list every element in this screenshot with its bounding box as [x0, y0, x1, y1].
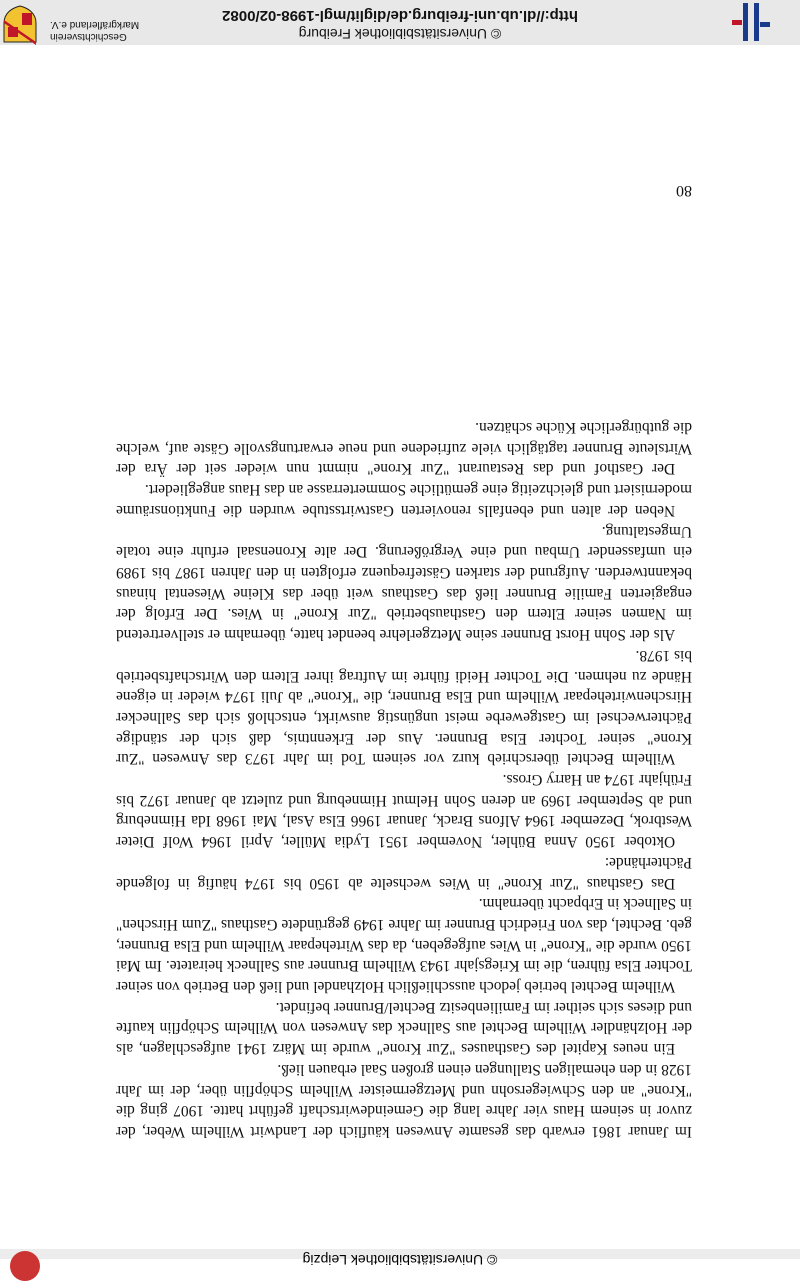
paragraph: Das Gasthaus "Zur Krone" in Wies wechselte ab 1950 bis 1974 häufig in folgende Pächterhände: [116, 853, 692, 892]
paragraph: Oktober 1950 Anna Bühler, November 1951 Lydia Müller, April 1964 Wolf Dieter Westbrok, Dezember 1964 Alfons Brack, Januar 1966 Elsa Asal, Mai 1968 Ida Himneburg und ab September 1969 an deren Sohn Helmut Himneburg und zuletzt ab Januar 1972 bis Frühjahr 1974 an Harry Gross. [116, 771, 692, 851]
society-name-line2: Markgräflerland e.V. [50, 19, 140, 30]
paragraph: Wilhelm Bechtel betrieb jedoch ausschließlich Holzhandel und ließ den Betrieb von seiner Tochter Elsa führen, die im Kriegsjahr 1943 Wilhelm Brunner aus Sallneck heiratete. Im Mai 1950 wurde die "Krone" in Wies aufgegeben, da das Wirtehepaar Wilhelm und Elsa Brunner, geb. Bechtel, das von Friedrich Brunner im Jahre 1949 gegründete Gasthaus "Zum Hirschen" in Sallneck in Erbpacht übernahm. [116, 895, 692, 996]
paragraph: Wilhelm Bechtel überschrieb kurz vor seinem Tod im Jahr 1973 das Anwesen "Zur Krone" seiner Tochter Elsa Brunner. Aus der Erkenntnis, daß sich der ständige Pächterwechsel im Gastgewerbe meist ungünstig auswirkt, entschloß sich das Sallnecker Hirschenwirtehepaar Wilhelm und Elsa Brunner, die "Krone" ab Juli 1974 wieder in eigene Hände zu nehmen. Die Tochter Heidi führte im Auftrag ihrer Eltern den Wirtschaftsbetrieb bis 1978. [116, 646, 692, 768]
adjacent-copyright: © Universitätsbibliothek Leipzig [302, 1252, 498, 1268]
paragraph: Neben der alten und ebenfalls renovierten Gastwirtsstube wurden die Funktionsräume modernisiert und gleichzeitig eine gemütliche Sommerterrasse an das Haus angegliedert. [116, 481, 692, 519]
society-name-line1: Geschichtsverein [50, 31, 127, 42]
page-number: 80 [676, 182, 692, 199]
paragraph: Ein neues Kapitel des Gasthauses "Zur Krone" wurde im März 1941 aufgeschlagen, als der Holzhändler Wilhelm Bechtel aus Sallneck das Anwesen von Wilhelm Schöpflin kaufte und dieses sich seither im Familienbesitz Bechtel/Brunner befindet. [116, 998, 692, 1058]
society-crest-icon [0, 5, 40, 45]
society-name [50, 18, 139, 42]
paragraph: Im Januar 1861 erwarb das gesamte Anwesen käuflich der Landwirt Wilhelm Weber, der zuvor in seinem Haus vier Jahre lang die Gemeindewirtschaft geführt hatte. 1907 ging die "Krone" an den Schwiegersohn und Metzgermeister Wilhelm Schöpflin über, der im Jahr 1928 in den ehemaligen Stallungen einen großen Saal erbauen ließ. [116, 1060, 692, 1140]
adjacent-page-footer-strip [0, 1249, 800, 1268]
footer-permalink[interactable]: http://dl.ub.uni-freiburg.de/diglit/mgl-1998-02/0082 [222, 7, 578, 24]
body-text [116, 416, 692, 1141]
paragraph: Als der Sohn Horst Brunner seine Metzgerlehre beendet hatte, übernahm er stellvertretend im Namen seiner Eltern den Gasthausbetrieb "Zur Krone" in Wies. Der Erfolg der engagierten Familie Brunner ließ das Gasthaus weit über das Kleine Wiesental hinaus bekanntwerden. Aufgrund der starken Gästefrequenz erfolgten in den Jahren 1987 bis 1989 ein umfassender Umbau und eine Vergrößerung. Der alte Kronensaal erfuhr eine totale Umgestaltung. [116, 522, 692, 644]
footer-bar [0, 0, 800, 45]
adjacent-society-crest-icon [10, 1251, 40, 1281]
paragraph: Der Gasthof und das Restaurant "Zur Krone" nimmt nun wieder seit der Ära der Wirtsleute Brunner tagtäglich viele zufriedene und neue erwartungsvolle Gäste auf, welche die gutbürgerliche Küche schätzen. [116, 419, 692, 478]
footer-copyright: © Universitätsbibliothek Freiburg [298, 26, 502, 42]
